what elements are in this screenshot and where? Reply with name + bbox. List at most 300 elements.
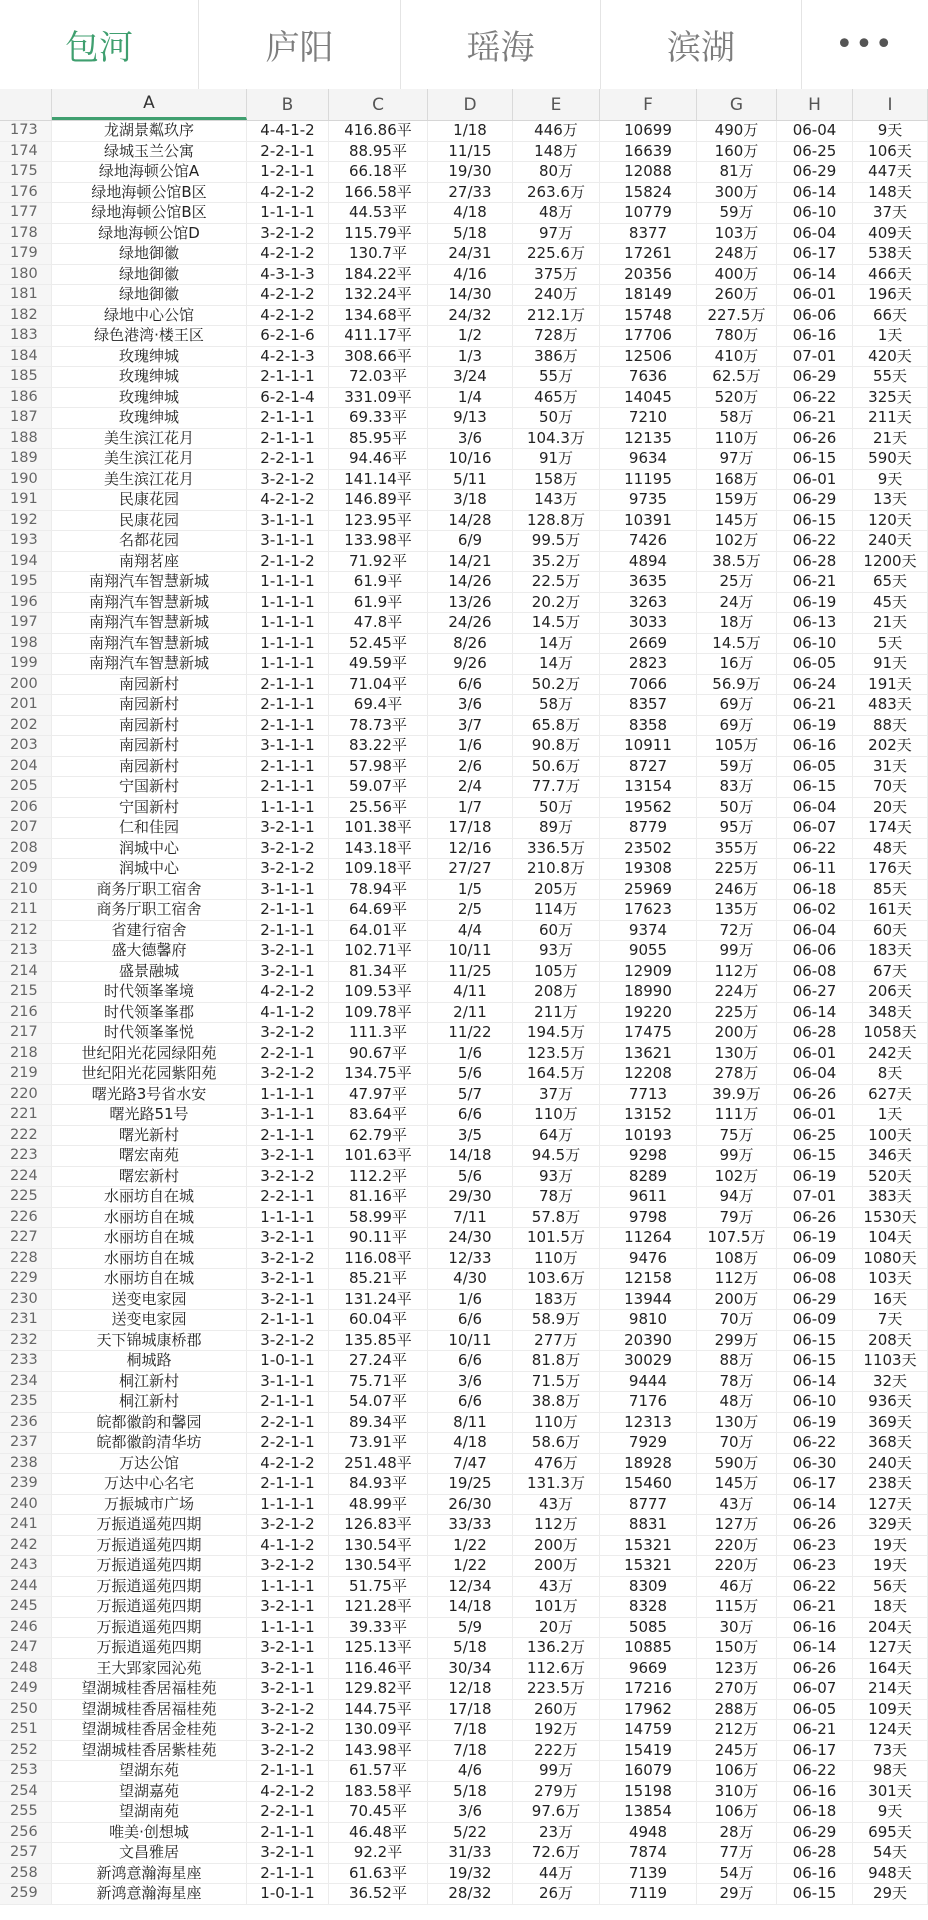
row-number[interactable]: 247 <box>0 1638 52 1658</box>
cell-a[interactable]: 南翔茗座 <box>52 552 247 572</box>
cell-e[interactable]: 58.9万 <box>513 1310 600 1330</box>
cell-a[interactable]: 万振逍遥苑四期 <box>52 1577 247 1597</box>
cell-g[interactable]: 227.5万 <box>697 306 777 326</box>
cell-f[interactable]: 12208 <box>600 1064 697 1084</box>
cell-g[interactable]: 145万 <box>697 1474 777 1494</box>
cell-a[interactable]: 世纪阳光花园紫阳苑 <box>52 1064 247 1084</box>
cell-c[interactable]: 61.9平 <box>329 593 428 613</box>
cell-d[interactable]: 9/26 <box>428 654 513 674</box>
cell-i[interactable]: 91天 <box>853 654 928 674</box>
cell-d[interactable]: 17/18 <box>428 818 513 838</box>
cell-h[interactable]: 06-16 <box>777 1618 853 1638</box>
cell-h[interactable]: 06-17 <box>777 1474 853 1494</box>
cell-a[interactable]: 新鸿意瀚海星座 <box>52 1864 247 1884</box>
row-number[interactable]: 240 <box>0 1495 52 1515</box>
cell-e[interactable]: 200万 <box>513 1556 600 1576</box>
cell-e[interactable]: 14.5万 <box>513 613 600 633</box>
cell-i[interactable]: 348天 <box>853 1003 928 1023</box>
cell-f[interactable]: 15198 <box>600 1782 697 1802</box>
cell-f[interactable]: 2669 <box>600 634 697 654</box>
cell-f[interactable]: 10911 <box>600 736 697 756</box>
row-number[interactable]: 246 <box>0 1618 52 1638</box>
cell-d[interactable]: 14/18 <box>428 1597 513 1617</box>
cell-e[interactable]: 71.5万 <box>513 1372 600 1392</box>
cell-f[interactable]: 12158 <box>600 1269 697 1289</box>
cell-f[interactable]: 30029 <box>600 1351 697 1371</box>
cell-c[interactable]: 144.75平 <box>329 1700 428 1720</box>
cell-e[interactable]: 263.6万 <box>513 183 600 203</box>
cell-a[interactable]: 宁国新村 <box>52 777 247 797</box>
cell-f[interactable]: 15748 <box>600 306 697 326</box>
cell-c[interactable]: 81.16平 <box>329 1187 428 1207</box>
cell-e[interactable]: 48万 <box>513 203 600 223</box>
cell-b[interactable]: 2-2-1-1 <box>247 142 329 162</box>
cell-e[interactable]: 194.5万 <box>513 1023 600 1043</box>
cell-i[interactable]: 590天 <box>853 449 928 469</box>
cell-b[interactable]: 6-2-1-6 <box>247 326 329 346</box>
cell-h[interactable]: 06-27 <box>777 982 853 1002</box>
cell-i[interactable]: 9天 <box>853 470 928 490</box>
cell-d[interactable]: 29/30 <box>428 1187 513 1207</box>
cell-a[interactable]: 水丽坊自在城 <box>52 1249 247 1269</box>
cell-h[interactable]: 06-24 <box>777 675 853 695</box>
cell-g[interactable]: 212万 <box>697 1720 777 1740</box>
cell-d[interactable]: 4/18 <box>428 203 513 223</box>
cell-e[interactable]: 465万 <box>513 388 600 408</box>
tab-yaohai[interactable]: 瑶海 <box>401 0 601 89</box>
cell-b[interactable]: 3-2-1-2 <box>247 1167 329 1187</box>
cell-i[interactable]: 627天 <box>853 1085 928 1105</box>
cell-a[interactable]: 绿城玉兰公寓 <box>52 142 247 162</box>
cell-a[interactable]: 唯美·创想城 <box>52 1823 247 1843</box>
cell-d[interactable]: 6/6 <box>428 1310 513 1330</box>
cell-h[interactable]: 06-29 <box>777 1823 853 1843</box>
cell-i[interactable]: 346天 <box>853 1146 928 1166</box>
cell-f[interactable]: 12088 <box>600 162 697 182</box>
cell-f[interactable]: 14045 <box>600 388 697 408</box>
cell-c[interactable]: 416.86平 <box>329 121 428 141</box>
cell-a[interactable]: 天下锦城康桥郡 <box>52 1331 247 1351</box>
cell-i[interactable]: 104天 <box>853 1228 928 1248</box>
cell-h[interactable]: 06-14 <box>777 1003 853 1023</box>
row-number[interactable]: 215 <box>0 982 52 1002</box>
cell-d[interactable]: 26/30 <box>428 1495 513 1515</box>
cell-g[interactable]: 18万 <box>697 613 777 633</box>
cell-a[interactable]: 时代领峯峯郡 <box>52 1003 247 1023</box>
cell-g[interactable]: 288万 <box>697 1700 777 1720</box>
cell-c[interactable]: 101.38平 <box>329 818 428 838</box>
cell-a[interactable]: 名都花园 <box>52 531 247 551</box>
cell-f[interactable]: 7426 <box>600 531 697 551</box>
cell-g[interactable]: 245万 <box>697 1741 777 1761</box>
cell-h[interactable]: 06-22 <box>777 1761 853 1781</box>
cell-g[interactable]: 70万 <box>697 1310 777 1330</box>
cell-h[interactable]: 06-04 <box>777 224 853 244</box>
cell-d[interactable]: 27/33 <box>428 183 513 203</box>
cell-g[interactable]: 248万 <box>697 244 777 264</box>
cell-b[interactable]: 3-2-1-2 <box>247 1556 329 1576</box>
cell-i[interactable]: 1天 <box>853 326 928 346</box>
cell-i[interactable]: 240天 <box>853 1454 928 1474</box>
cell-e[interactable]: 80万 <box>513 162 600 182</box>
cell-d[interactable]: 24/32 <box>428 306 513 326</box>
cell-g[interactable]: 200万 <box>697 1023 777 1043</box>
cell-f[interactable]: 7066 <box>600 675 697 695</box>
cell-d[interactable]: 24/30 <box>428 1228 513 1248</box>
cell-d[interactable]: 8/26 <box>428 634 513 654</box>
cell-i[interactable]: 695天 <box>853 1823 928 1843</box>
cell-f[interactable]: 9669 <box>600 1659 697 1679</box>
cell-b[interactable]: 2-1-1-1 <box>247 695 329 715</box>
cell-e[interactable]: 64万 <box>513 1126 600 1146</box>
cell-b[interactable]: 4-2-1-3 <box>247 347 329 367</box>
cell-c[interactable]: 308.66平 <box>329 347 428 367</box>
cell-i[interactable]: 16天 <box>853 1290 928 1310</box>
cell-a[interactable]: 望湖城桂香居紫桂苑 <box>52 1741 247 1761</box>
cell-g[interactable]: 99万 <box>697 941 777 961</box>
cell-b[interactable]: 3-2-1-2 <box>247 470 329 490</box>
cell-e[interactable]: 55万 <box>513 367 600 387</box>
cell-i[interactable]: 208天 <box>853 1331 928 1351</box>
cell-d[interactable]: 7/47 <box>428 1454 513 1474</box>
cell-f[interactable]: 7929 <box>600 1433 697 1453</box>
row-number[interactable]: 253 <box>0 1761 52 1781</box>
cell-b[interactable]: 4-2-1-2 <box>247 490 329 510</box>
cell-b[interactable]: 4-1-1-2 <box>247 1536 329 1556</box>
cell-g[interactable]: 59万 <box>697 757 777 777</box>
cell-e[interactable]: 128.8万 <box>513 511 600 531</box>
row-number[interactable]: 223 <box>0 1146 52 1166</box>
cell-d[interactable]: 11/15 <box>428 142 513 162</box>
cell-f[interactable]: 15460 <box>600 1474 697 1494</box>
cell-d[interactable]: 2/6 <box>428 757 513 777</box>
cell-b[interactable]: 2-1-1-1 <box>247 716 329 736</box>
cell-a[interactable]: 绿地海顿公馆D <box>52 224 247 244</box>
cell-b[interactable]: 2-2-1-1 <box>247 1802 329 1822</box>
cell-c[interactable]: 90.67平 <box>329 1044 428 1064</box>
cell-c[interactable]: 184.22平 <box>329 265 428 285</box>
cell-h[interactable]: 06-16 <box>777 736 853 756</box>
cell-g[interactable]: 24万 <box>697 593 777 613</box>
cell-d[interactable]: 5/6 <box>428 1167 513 1187</box>
row-number[interactable]: 177 <box>0 203 52 223</box>
cell-b[interactable]: 1-1-1-1 <box>247 634 329 654</box>
cell-g[interactable]: 145万 <box>697 511 777 531</box>
cell-c[interactable]: 71.92平 <box>329 552 428 572</box>
cell-b[interactable]: 3-2-1-2 <box>247 859 329 879</box>
cell-c[interactable]: 60.04平 <box>329 1310 428 1330</box>
cell-a[interactable]: 绿地御徽 <box>52 265 247 285</box>
cell-e[interactable]: 476万 <box>513 1454 600 1474</box>
cell-h[interactable]: 06-19 <box>777 593 853 613</box>
cell-b[interactable]: 3-2-1-2 <box>247 1515 329 1535</box>
cell-d[interactable]: 5/18 <box>428 224 513 244</box>
cell-a[interactable]: 盛大德馨府 <box>52 941 247 961</box>
cell-f[interactable]: 13621 <box>600 1044 697 1064</box>
cell-e[interactable]: 192万 <box>513 1720 600 1740</box>
row-number[interactable]: 191 <box>0 490 52 510</box>
cell-d[interactable]: 6/6 <box>428 1392 513 1412</box>
cell-c[interactable]: 166.58平 <box>329 183 428 203</box>
cell-h[interactable]: 06-08 <box>777 1269 853 1289</box>
cell-b[interactable]: 4-4-1-2 <box>247 121 329 141</box>
cell-b[interactable]: 1-1-1-1 <box>247 572 329 592</box>
cell-e[interactable]: 99.5万 <box>513 531 600 551</box>
cell-e[interactable]: 26万 <box>513 1884 600 1904</box>
cell-c[interactable]: 83.64平 <box>329 1105 428 1125</box>
cell-i[interactable]: 1103天 <box>853 1351 928 1371</box>
cell-d[interactable]: 2/5 <box>428 900 513 920</box>
cell-e[interactable]: 148万 <box>513 142 600 162</box>
cell-f[interactable]: 10699 <box>600 121 697 141</box>
row-number[interactable]: 230 <box>0 1290 52 1310</box>
cell-i[interactable]: 447天 <box>853 162 928 182</box>
cell-a[interactable]: 皖都徽韵和馨园 <box>52 1413 247 1433</box>
cell-a[interactable]: 南翔汽车智慧新城 <box>52 572 247 592</box>
cell-d[interactable]: 31/33 <box>428 1843 513 1863</box>
cell-h[interactable]: 06-17 <box>777 1741 853 1761</box>
cell-h[interactable]: 06-22 <box>777 1577 853 1597</box>
cell-i[interactable]: 466天 <box>853 265 928 285</box>
cell-a[interactable]: 仁和佳园 <box>52 818 247 838</box>
cell-e[interactable]: 50.2万 <box>513 675 600 695</box>
cell-i[interactable]: 65天 <box>853 572 928 592</box>
cell-i[interactable]: 9天 <box>853 121 928 141</box>
row-number[interactable]: 248 <box>0 1659 52 1679</box>
cell-d[interactable]: 4/4 <box>428 921 513 941</box>
cell-d[interactable]: 5/18 <box>428 1782 513 1802</box>
cell-i[interactable]: 98天 <box>853 1761 928 1781</box>
cell-i[interactable]: 103天 <box>853 1269 928 1289</box>
cell-h[interactable]: 06-19 <box>777 1413 853 1433</box>
cell-a[interactable]: 曙光路3号省水安 <box>52 1085 247 1105</box>
row-number[interactable]: 192 <box>0 511 52 531</box>
row-number[interactable]: 224 <box>0 1167 52 1187</box>
row-number[interactable]: 188 <box>0 429 52 449</box>
cell-d[interactable]: 1/6 <box>428 736 513 756</box>
row-number[interactable]: 239 <box>0 1474 52 1494</box>
cell-h[interactable]: 06-17 <box>777 244 853 264</box>
cell-i[interactable]: 183天 <box>853 941 928 961</box>
cell-c[interactable]: 94.46平 <box>329 449 428 469</box>
cell-i[interactable]: 45天 <box>853 593 928 613</box>
cell-b[interactable]: 2-1-1-1 <box>247 367 329 387</box>
cell-e[interactable]: 164.5万 <box>513 1064 600 1084</box>
cell-g[interactable]: 56.9万 <box>697 675 777 695</box>
cell-b[interactable]: 1-1-1-1 <box>247 1085 329 1105</box>
cell-i[interactable]: 8天 <box>853 1064 928 1084</box>
cell-a[interactable]: 桐江新村 <box>52 1392 247 1412</box>
cell-a[interactable]: 万振逍遥苑四期 <box>52 1638 247 1658</box>
cell-h[interactable]: 06-21 <box>777 408 853 428</box>
cell-d[interactable]: 5/7 <box>428 1085 513 1105</box>
cell-b[interactable]: 3-2-1-1 <box>247 941 329 961</box>
cell-d[interactable]: 19/32 <box>428 1864 513 1884</box>
cell-i[interactable]: 204天 <box>853 1618 928 1638</box>
cell-c[interactable]: 88.95平 <box>329 142 428 162</box>
cell-a[interactable]: 望湖城桂香居金桂苑 <box>52 1720 247 1740</box>
cell-g[interactable]: 159万 <box>697 490 777 510</box>
cell-h[interactable]: 06-10 <box>777 634 853 654</box>
row-number[interactable]: 193 <box>0 531 52 551</box>
cell-b[interactable]: 2-2-1-1 <box>247 1413 329 1433</box>
cell-e[interactable]: 240万 <box>513 285 600 305</box>
cell-h[interactable]: 06-25 <box>777 1126 853 1146</box>
cell-e[interactable]: 183万 <box>513 1290 600 1310</box>
cell-f[interactable]: 9444 <box>600 1372 697 1392</box>
cell-a[interactable]: 南园新村 <box>52 695 247 715</box>
cell-b[interactable]: 3-2-1-1 <box>247 1679 329 1699</box>
cell-d[interactable]: 1/6 <box>428 1044 513 1064</box>
cell-b[interactable]: 3-2-1-1 <box>247 962 329 982</box>
cell-d[interactable]: 12/33 <box>428 1249 513 1269</box>
cell-f[interactable]: 18149 <box>600 285 697 305</box>
cell-d[interactable]: 24/31 <box>428 244 513 264</box>
row-number[interactable]: 197 <box>0 613 52 633</box>
row-number[interactable]: 207 <box>0 818 52 838</box>
cell-e[interactable]: 375万 <box>513 265 600 285</box>
cell-h[interactable]: 06-04 <box>777 121 853 141</box>
cell-d[interactable]: 3/7 <box>428 716 513 736</box>
row-number[interactable]: 211 <box>0 900 52 920</box>
cell-f[interactable]: 3033 <box>600 613 697 633</box>
cell-a[interactable]: 世纪阳光花园绿阳苑 <box>52 1044 247 1064</box>
cell-a[interactable]: 南翔汽车智慧新城 <box>52 593 247 613</box>
cell-e[interactable]: 225.6万 <box>513 244 600 264</box>
cell-i[interactable]: 32天 <box>853 1372 928 1392</box>
cell-f[interactable]: 12135 <box>600 429 697 449</box>
cell-e[interactable]: 104.3万 <box>513 429 600 449</box>
cell-h[interactable]: 06-15 <box>777 1351 853 1371</box>
cell-h[interactable]: 06-26 <box>777 429 853 449</box>
row-number[interactable]: 180 <box>0 265 52 285</box>
cell-a[interactable]: 绿地中心公馆 <box>52 306 247 326</box>
cell-h[interactable]: 06-01 <box>777 470 853 490</box>
cell-e[interactable]: 386万 <box>513 347 600 367</box>
cell-f[interactable]: 3263 <box>600 593 697 613</box>
cell-g[interactable]: 29万 <box>697 1884 777 1904</box>
row-number[interactable]: 206 <box>0 798 52 818</box>
cell-a[interactable]: 万达公馆 <box>52 1454 247 1474</box>
more-icon[interactable]: ••• <box>835 27 895 62</box>
column-header-f[interactable]: F <box>600 89 697 120</box>
cell-e[interactable]: 728万 <box>513 326 600 346</box>
cell-h[interactable]: 07-01 <box>777 1187 853 1207</box>
cell-c[interactable]: 125.13平 <box>329 1638 428 1658</box>
row-number[interactable]: 229 <box>0 1269 52 1289</box>
cell-e[interactable]: 50.6万 <box>513 757 600 777</box>
cell-c[interactable]: 46.48平 <box>329 1823 428 1843</box>
row-number[interactable]: 186 <box>0 388 52 408</box>
cell-a[interactable]: 商务厅职工宿舍 <box>52 880 247 900</box>
cell-g[interactable]: 62.5万 <box>697 367 777 387</box>
cell-i[interactable]: 176天 <box>853 859 928 879</box>
cell-b[interactable]: 2-1-1-1 <box>247 1392 329 1412</box>
cell-h[interactable]: 06-06 <box>777 941 853 961</box>
cell-i[interactable]: 1200天 <box>853 552 928 572</box>
cell-b[interactable]: 4-3-1-3 <box>247 265 329 285</box>
cell-g[interactable]: 150万 <box>697 1638 777 1658</box>
cell-g[interactable]: 50万 <box>697 798 777 818</box>
cell-f[interactable]: 9735 <box>600 490 697 510</box>
row-number[interactable]: 179 <box>0 244 52 264</box>
cell-d[interactable]: 6/9 <box>428 531 513 551</box>
cell-e[interactable]: 112万 <box>513 1515 600 1535</box>
cell-a[interactable]: 桐江新村 <box>52 1372 247 1392</box>
cell-f[interactable]: 8328 <box>600 1597 697 1617</box>
row-number[interactable]: 216 <box>0 1003 52 1023</box>
cell-g[interactable]: 102万 <box>697 531 777 551</box>
cell-f[interactable]: 9611 <box>600 1187 697 1207</box>
cell-f[interactable]: 8289 <box>600 1167 697 1187</box>
cell-c[interactable]: 83.22平 <box>329 736 428 756</box>
cell-f[interactable]: 4894 <box>600 552 697 572</box>
row-number[interactable]: 231 <box>0 1310 52 1330</box>
cell-e[interactable]: 123.5万 <box>513 1044 600 1064</box>
cell-b[interactable]: 3-2-1-1 <box>247 1269 329 1289</box>
cell-f[interactable]: 15321 <box>600 1536 697 1556</box>
row-number[interactable]: 181 <box>0 285 52 305</box>
cell-d[interactable]: 11/22 <box>428 1023 513 1043</box>
cell-g[interactable]: 299万 <box>697 1331 777 1351</box>
cell-d[interactable]: 7/18 <box>428 1741 513 1761</box>
cell-h[interactable]: 06-19 <box>777 1167 853 1187</box>
cell-b[interactable]: 3-2-1-2 <box>247 1023 329 1043</box>
cell-b[interactable]: 2-1-1-1 <box>247 1126 329 1146</box>
cell-e[interactable]: 58万 <box>513 695 600 715</box>
cell-f[interactable]: 10391 <box>600 511 697 531</box>
row-number[interactable]: 204 <box>0 757 52 777</box>
cell-b[interactable]: 2-1-1-1 <box>247 408 329 428</box>
row-number[interactable]: 201 <box>0 695 52 715</box>
cell-b[interactable]: 3-1-1-1 <box>247 736 329 756</box>
cell-b[interactable]: 2-1-1-1 <box>247 900 329 920</box>
cell-c[interactable]: 75.71平 <box>329 1372 428 1392</box>
cell-e[interactable]: 77.7万 <box>513 777 600 797</box>
cell-a[interactable]: 万振逍遥苑四期 <box>52 1597 247 1617</box>
cell-b[interactable]: 3-1-1-1 <box>247 880 329 900</box>
cell-d[interactable]: 4/11 <box>428 982 513 1002</box>
cell-d[interactable]: 14/21 <box>428 552 513 572</box>
cell-e[interactable]: 277万 <box>513 1331 600 1351</box>
cell-f[interactable]: 23502 <box>600 839 697 859</box>
cell-d[interactable]: 12/16 <box>428 839 513 859</box>
column-header-i[interactable]: I <box>853 89 928 120</box>
cell-i[interactable]: 100天 <box>853 1126 928 1146</box>
cell-g[interactable]: 300万 <box>697 183 777 203</box>
cell-d[interactable]: 1/4 <box>428 388 513 408</box>
cell-i[interactable]: 120天 <box>853 511 928 531</box>
cell-g[interactable]: 590万 <box>697 1454 777 1474</box>
cell-d[interactable]: 2/4 <box>428 777 513 797</box>
cell-c[interactable]: 134.75平 <box>329 1064 428 1084</box>
cell-a[interactable]: 曙宏南苑 <box>52 1146 247 1166</box>
cell-i[interactable]: 948天 <box>853 1864 928 1884</box>
cell-e[interactable]: 57.8万 <box>513 1208 600 1228</box>
cell-b[interactable]: 1-1-1-1 <box>247 1208 329 1228</box>
cell-i[interactable]: 109天 <box>853 1700 928 1720</box>
cell-h[interactable]: 06-14 <box>777 1372 853 1392</box>
cell-c[interactable]: 130.54平 <box>329 1556 428 1576</box>
cell-a[interactable]: 润城中心 <box>52 839 247 859</box>
cell-c[interactable]: 116.08平 <box>329 1249 428 1269</box>
row-number[interactable]: 255 <box>0 1802 52 1822</box>
cell-h[interactable]: 06-19 <box>777 716 853 736</box>
cell-c[interactable]: 47.8平 <box>329 613 428 633</box>
cell-b[interactable]: 2-2-1-1 <box>247 1044 329 1064</box>
cell-h[interactable]: 06-28 <box>777 1023 853 1043</box>
cell-i[interactable]: 66天 <box>853 306 928 326</box>
